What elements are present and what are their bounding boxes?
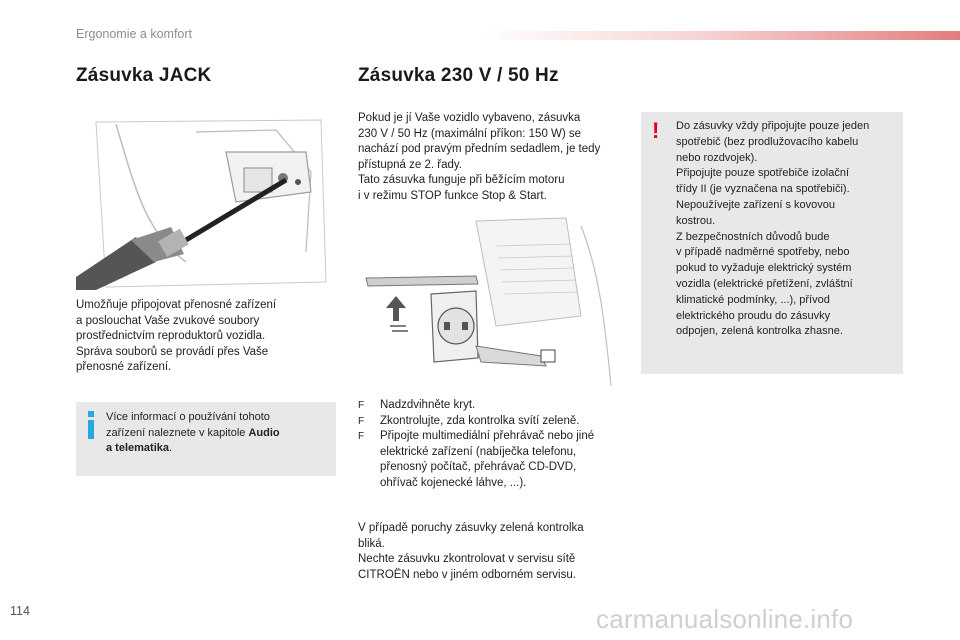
socket-intro-line: 230 V / 50 Hz (maximální příkon: 150 W) se (358, 127, 582, 140)
footer-watermark: carmanualsonline.info (596, 604, 854, 634)
warning-line: vozidla (elektrické přetížení, zvláštní (676, 277, 853, 290)
warning-line: nebo rozdvojek). (676, 151, 758, 164)
fault-line: V případě poruchy zásuvky zelená kontrolka (358, 522, 584, 534)
step-text: ohřívač kojenecké láhve, ...). (380, 476, 527, 489)
step-text: Zkontrolujte, zda kontrolka svítí zeleně. (380, 414, 580, 427)
socket-intro-line: i v režimu STOP funkce Stop & Start. (358, 189, 547, 202)
warning-line: třídy II (je vyznačena na spotřebiči). (676, 183, 850, 196)
warning-line: elektrického proudu do zásuvky (676, 309, 831, 322)
warning-line: v případě nadměrné spotřeby, nebo (676, 246, 850, 259)
step-text: přenosný počítač, přehrávač CD-DVD, (380, 461, 577, 474)
jack-desc-line: přenosné zařízení. (76, 361, 172, 374)
jack-desc-line: Umožňuje připojovat přenosné zařízení (76, 299, 277, 311)
fault-line: bliká. (358, 537, 385, 550)
steps-list (358, 398, 594, 492)
warning-icon: ! (652, 118, 660, 143)
socket-intro-line: Tato zásuvka funguje při běžícím motoru (358, 174, 565, 187)
info-text (106, 410, 280, 457)
warning-line: kostrou. (676, 214, 716, 227)
step-bullet: F (358, 400, 365, 411)
section-header-title: Ergonomie a komfort (76, 27, 193, 41)
warning-line: spotřebič (bez prodlužovacího kabelu (676, 135, 859, 148)
info-line: zařízení naleznete v kapitole (106, 426, 249, 439)
page-number: 114 (10, 604, 30, 618)
socket-intro-line: Pokud je jí Vaše vozidlo vybaveno, zásuvka (358, 112, 581, 124)
step-text: elektrické zařízení (nabíječka telefonu, (380, 445, 577, 458)
jack-desc-line: prostřednictvím reproduktorů vozidla. (76, 330, 266, 343)
socket-230-title: Zásuvka 230 V / 50 Hz (358, 65, 559, 86)
socket-230-illustration (356, 216, 618, 391)
step-text: Nadzdvihněte kryt. (380, 399, 476, 411)
header-accent-bar (478, 31, 960, 40)
jack-illustration (76, 112, 336, 290)
step-item (358, 398, 594, 414)
step-item (358, 414, 594, 430)
warning-line: Do zásuvky vždy připojujte pouze jeden (676, 120, 870, 132)
info-icon (86, 411, 96, 439)
jack-title: Zásuvka JACK (76, 65, 212, 86)
step-bullet: F (358, 431, 365, 443)
warning-line: Z bezpečnostních důvodů bude (676, 230, 830, 243)
fault-line: CITROËN nebo v jiném odborném servisu. (358, 568, 576, 581)
warning-box (641, 112, 903, 374)
fault-notice (358, 521, 584, 583)
info-chapter-name: Audio (248, 426, 280, 439)
socket-230-intro (358, 111, 628, 205)
warning-line: Připojujte pouze spotřebiče izolační (676, 167, 850, 180)
warning-line: klimatické podmínky, ...), přívod (676, 293, 830, 306)
warning-line: pokud to vyžaduje elektrický systém (676, 262, 852, 275)
jack-desc-line: a poslouchat Vaše zvukové soubory (76, 314, 260, 327)
info-line: Více informací o používání tohoto (106, 411, 270, 423)
socket-intro-line: přístupná ze 2. řady. (358, 158, 462, 171)
info-line: . (168, 442, 173, 455)
step-bullet: F (358, 415, 365, 427)
info-chapter-name: a telematika (106, 442, 169, 455)
warning-text (676, 119, 869, 340)
jack-description (76, 298, 326, 376)
info-box (76, 402, 336, 476)
step-item (358, 429, 594, 491)
socket-intro-line: nachází pod pravým předním sedadlem, je tedy (358, 143, 601, 156)
warning-line: Nepoužívejte zařízení s kovovou (676, 198, 835, 211)
step-text: Připojte multimediální přehrávač nebo jiné (380, 430, 595, 443)
jack-desc-line: Správa souborů se provádí přes Vaše (76, 345, 269, 358)
warning-line: odpojen, zelená kontrolka zhasne. (676, 325, 843, 338)
fault-line: Nechte zásuvku zkontrolovat v servisu sítě (358, 553, 576, 566)
